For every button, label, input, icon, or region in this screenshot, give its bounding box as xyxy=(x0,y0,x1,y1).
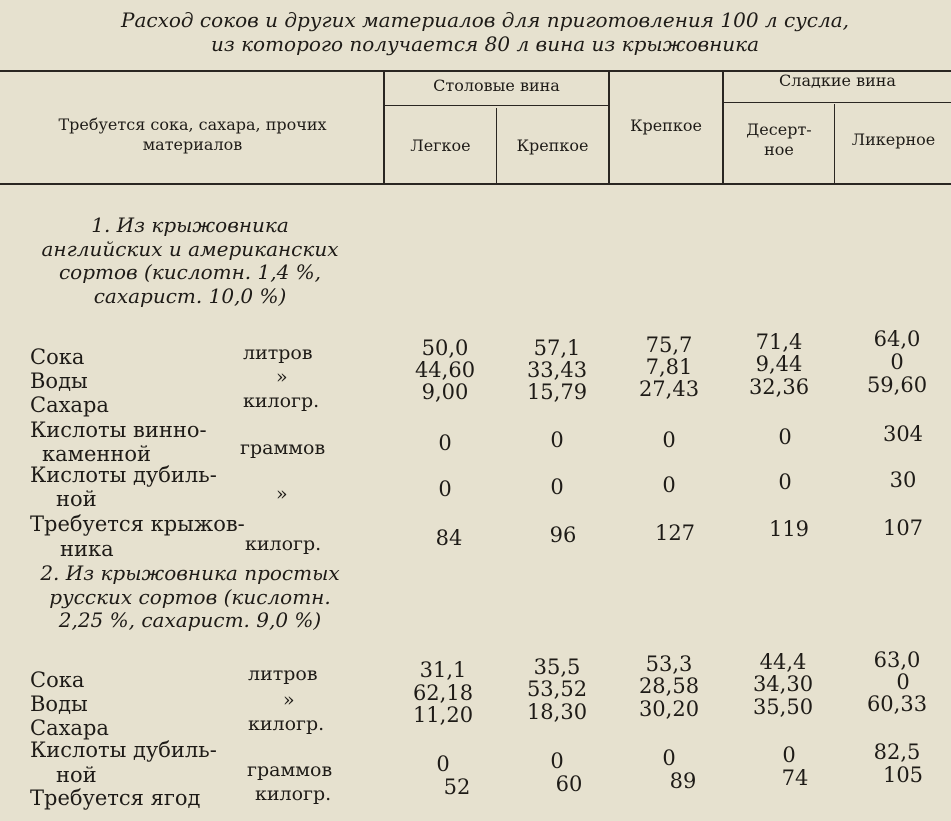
value-cell: 30 xyxy=(889,468,917,492)
row-unit: килогр. xyxy=(243,390,320,412)
value-cell: 0 xyxy=(550,749,564,773)
value-cell: 34,30 xyxy=(752,672,814,696)
value-cell: 0 xyxy=(778,425,792,449)
row-label: Сока xyxy=(30,345,85,369)
value-cell: 35,50 xyxy=(752,695,814,719)
value-cell: 53,3 xyxy=(645,652,693,676)
row-label-line: Кислоты дубиль- xyxy=(30,463,217,487)
row-label-line: Кислоты дубиль- xyxy=(30,738,217,762)
value-cell: 0 xyxy=(662,746,676,770)
header-bottom-rule xyxy=(0,183,951,185)
row-label-line: ника xyxy=(60,537,114,561)
row-label: Сока xyxy=(30,668,85,692)
row-unit: » xyxy=(276,483,288,505)
row-unit: граммов xyxy=(240,437,326,459)
value-cell: 0 xyxy=(438,477,452,501)
row-label-line: ной xyxy=(56,487,97,511)
row-label xyxy=(30,418,207,466)
row-label-header: Требуется сока, сахара, прочих материалов xyxy=(58,115,327,154)
column-header-strong-table: Крепкое xyxy=(516,136,589,155)
value-cell: 44,4 xyxy=(759,650,807,674)
value-cell: 0 xyxy=(550,475,564,499)
section-title: 2. Из крыжовника простых русских сортов (кислотн. 2,25 %, сахарист. 9,0 %) xyxy=(40,561,340,632)
value-cell: 27,43 xyxy=(638,377,700,401)
value-cell: 18,30 xyxy=(526,700,588,724)
value-cell: 30,20 xyxy=(638,697,700,721)
value-cell: 63,0 xyxy=(873,648,921,672)
group-header-table-wines: Столовые вина xyxy=(433,76,560,95)
row-label: Воды xyxy=(30,369,88,393)
row-unit: литров xyxy=(243,342,313,364)
title-line-1: Расход соков и других материалов для приготовления 100 л сусла, xyxy=(120,8,850,32)
row-unit: килогр. xyxy=(245,533,322,555)
value-cell: 35,5 xyxy=(533,655,581,679)
value-cell: 119 xyxy=(768,517,810,541)
value-cell: 304 xyxy=(882,422,924,446)
value-cell: 9,00 xyxy=(421,380,469,404)
group-rule-sweet xyxy=(723,102,951,103)
value-cell: 53,52 xyxy=(526,677,588,701)
value-cell: 32,36 xyxy=(748,375,810,399)
value-cell: 96 xyxy=(549,523,577,547)
value-cell: 0 xyxy=(896,670,910,694)
group-header-sweet-wines: Сладкие вина xyxy=(779,71,896,90)
value-cell: 52 xyxy=(443,775,471,799)
row-unit: » xyxy=(276,366,288,388)
row-label: Сахара xyxy=(30,716,109,740)
value-cell: 31,1 xyxy=(419,658,467,682)
row-label xyxy=(30,463,217,511)
value-cell: 59,60 xyxy=(866,373,928,397)
group-rule-table xyxy=(384,105,609,106)
value-cell: 0 xyxy=(778,470,792,494)
title-line-2: из которого получается 80 л вина из крыжовника xyxy=(210,32,760,56)
column-header-dessert: Десерт-ное xyxy=(746,120,812,159)
row-label: Сахара xyxy=(30,393,109,417)
row-unit: килогр. xyxy=(255,783,332,805)
value-cell: 74 xyxy=(781,766,809,790)
value-cell: 15,79 xyxy=(526,380,588,404)
value-cell: 84 xyxy=(435,526,463,550)
value-cell: 9,44 xyxy=(755,352,803,376)
column-divider xyxy=(834,104,835,183)
column-header-liqueur: Ликерное xyxy=(851,130,936,149)
row-label-line: Требуется крыжов- xyxy=(30,512,245,536)
value-cell: 0 xyxy=(662,428,676,452)
value-cell: 50,0 xyxy=(421,336,469,360)
column-header-light: Легкое xyxy=(410,136,471,155)
value-cell: 0 xyxy=(890,350,904,374)
table-title xyxy=(60,8,910,56)
value-cell: 75,7 xyxy=(645,333,693,357)
value-cell: 62,18 xyxy=(412,681,474,705)
row-label xyxy=(30,512,245,562)
value-cell: 7,81 xyxy=(645,355,693,379)
value-cell: 0 xyxy=(662,473,676,497)
value-cell: 44,60 xyxy=(414,358,476,382)
value-cell: 0 xyxy=(438,431,452,455)
value-cell: 89 xyxy=(669,769,697,793)
value-cell: 82,5 xyxy=(873,740,921,764)
row-label: Воды xyxy=(30,692,88,716)
value-cell: 64,0 xyxy=(873,327,921,351)
row-unit: » xyxy=(283,689,295,711)
value-cell: 0 xyxy=(550,428,564,452)
value-cell: 11,20 xyxy=(412,703,474,727)
row-label: Требуется ягод xyxy=(30,786,201,810)
row-unit: граммов xyxy=(247,759,333,781)
section-title: 1. Из крыжовника английских и американских сортов (кислотн. 1,4 %, сахарист. 10,0 %) xyxy=(41,213,339,308)
row-label-line: каменной xyxy=(42,442,152,466)
row-label xyxy=(30,738,217,788)
value-cell: 60,33 xyxy=(866,692,928,716)
row-label-line: Кислоты винно- xyxy=(30,418,207,442)
row-label-line: ной xyxy=(56,763,97,787)
row-unit: килогр. xyxy=(248,713,325,735)
value-cell: 57,1 xyxy=(533,336,581,360)
value-cell: 33,43 xyxy=(526,358,588,382)
value-cell: 127 xyxy=(654,521,696,545)
value-cell: 60 xyxy=(555,772,583,796)
value-cell: 0 xyxy=(436,752,450,776)
value-cell: 107 xyxy=(882,516,924,540)
value-cell: 105 xyxy=(882,763,924,787)
value-cell: 0 xyxy=(782,743,796,767)
column-header-strong: Крепкое xyxy=(630,116,702,135)
row-unit: литров xyxy=(248,663,318,685)
value-cell: 28,58 xyxy=(638,674,700,698)
value-cell: 71,4 xyxy=(755,330,803,354)
